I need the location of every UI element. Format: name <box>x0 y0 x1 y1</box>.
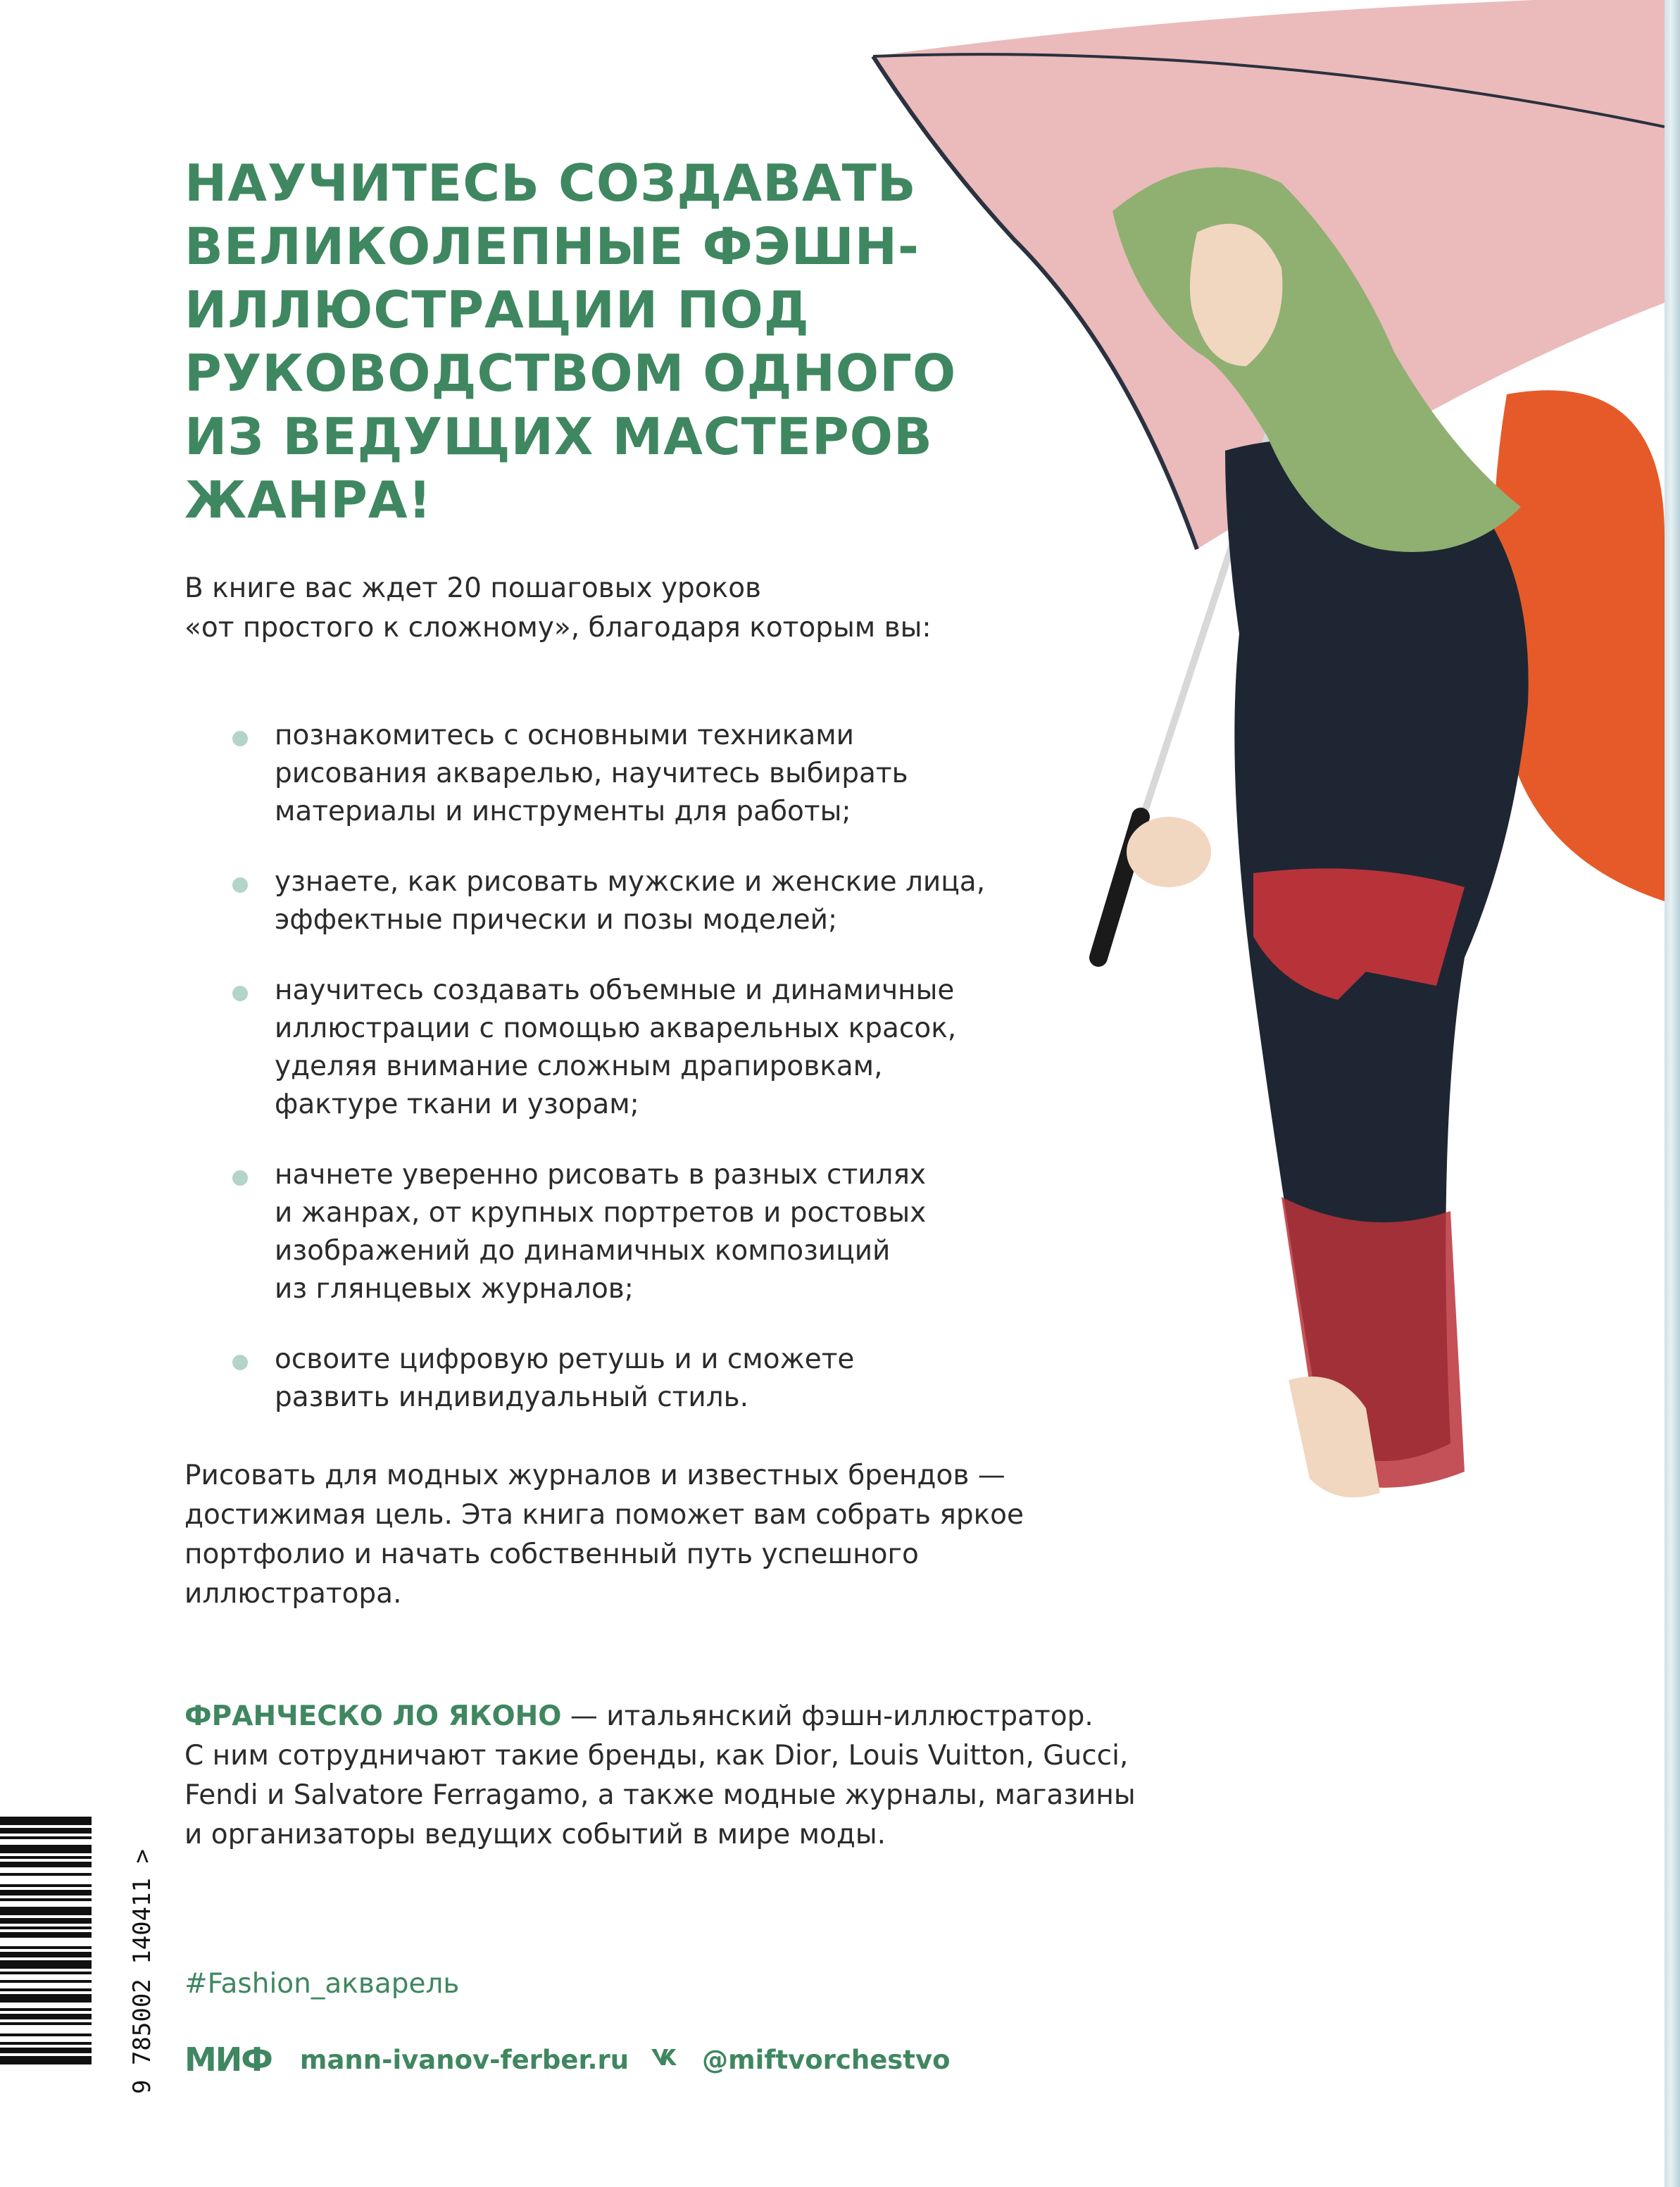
barcode-bar <box>0 1884 92 1887</box>
book-spine-edge <box>1665 0 1680 2187</box>
bullet-dot-icon <box>232 1355 248 1370</box>
barcode-bar <box>0 1856 92 1859</box>
closing-paragraph: Рисовать для модных журналов и известных брендов — достижимая цель. Эта книга поможет вам собрать яркое портфолио и начать собственный путь успешного иллюстратора. <box>184 1460 1024 1610</box>
list-item: научитесь создавать объемные и динамичные иллюстрации с помощью акварельных красок, уделяя внимание сложным драпировкам, фактуре ткани и узорам; <box>232 972 1042 1124</box>
headline-line: НАУЧИТЕСЬ СОЗДАВАТЬ <box>184 153 917 213</box>
publisher-footer <box>184 2038 951 2081</box>
barcode-bar <box>0 1980 92 1983</box>
bullet-dot-icon <box>232 731 248 746</box>
barcode-bar <box>0 1907 92 1915</box>
barcode-bar <box>0 1994 92 2003</box>
barcode-bar <box>0 1828 92 1834</box>
barcode-bar <box>0 2034 92 2036</box>
isbn-barcode <box>0 1817 92 2126</box>
social-handle[interactable]: @miftvorchestvo <box>702 2044 951 2075</box>
barcode-bar <box>0 1836 92 1839</box>
headline-line: ВЕЛИКОЛЕПНЫЕ ФЭШН- <box>184 217 920 276</box>
intro-line: «от простого к сложному», благодаря которым вы: <box>184 612 932 644</box>
vk-icon <box>650 2045 681 2074</box>
barcode-bar <box>0 2022 92 2025</box>
headline-line: ИЗ ВЕДУЩИХ МАСТЕРОВ <box>184 407 933 466</box>
barcode-bar <box>0 2048 92 2053</box>
barcode-bar <box>0 1952 92 1957</box>
intro-line: В книге вас ждет 20 пошаговых уроков <box>184 572 762 604</box>
barcode-bar <box>0 1972 92 1974</box>
barcode-bar <box>0 2008 92 2011</box>
headline-line: РУКОВОДСТВОМ ОДНОГО <box>184 344 957 403</box>
barcode-bar <box>0 1862 92 1867</box>
barcode-bar <box>0 1873 92 1876</box>
bullet-dot-icon <box>232 1170 248 1186</box>
barcode-bar <box>0 1988 92 1991</box>
barcode-bar <box>0 1845 92 1853</box>
barcode-bar <box>0 1898 92 1901</box>
bullet-dot-icon <box>232 877 248 893</box>
barcode-bar <box>0 2042 92 2045</box>
headline-line: ЖАНРА! <box>184 470 432 529</box>
barcode-bar <box>0 1926 92 1929</box>
barcode-bar <box>0 1918 92 1924</box>
list-item: узнаете, как рисовать мужские и женские лица, эффектные прически и позы моделей; <box>232 863 1042 939</box>
barcode-bar <box>0 1817 92 1825</box>
barcode-bar <box>0 1890 92 1895</box>
barcode-bar <box>0 1932 92 1938</box>
publisher-logo: МИФ <box>184 2041 272 2079</box>
list-item: познакомитесь с основными техниками рисования акварелью, научитесь выбирать материалы и инструменты для работы; <box>232 717 1042 831</box>
hand <box>1127 817 1211 887</box>
website-link[interactable]: mann-ivanov-ferber.ru <box>299 2044 629 2075</box>
isbn-number: 9 785002 140411 > <box>128 1849 156 2094</box>
fashion-watercolor-illustration <box>831 0 1665 1619</box>
author-bio: ФРАНЧЕСКО ЛО ЯКОНО — итальянский фэшн-иллюстратор. С ним сотрудничают такие бренды, как Dior, Louis Vuitton, Gucci, Fendi и Salvatore Ferragamo, а также модные журналы, магазины и организаторы ведущих событий в мире моды. <box>184 1700 1136 1850</box>
barcode-bar <box>0 2056 92 2064</box>
bullet-dot-icon <box>232 986 248 1001</box>
barcode-bar <box>0 1960 92 1969</box>
headline-line: ИЛЛЮСТРАЦИИ ПОД <box>184 280 810 339</box>
author-name: ФРАНЧЕСКО ЛО ЯКОНО <box>184 1700 562 1732</box>
barcode-bar <box>0 1946 92 1949</box>
barcode-bar <box>0 2014 92 2019</box>
list-item: освоите цифровую ретушь и и сможете развить индивидуальный стиль. <box>232 1341 1042 1417</box>
list-item: начнете уверенно рисовать в разных стилях и жанрах, от крупных портретов и ростовых изображений до динамичных композиций из глянцевых журналов; <box>232 1156 1042 1308</box>
hashtag: #Fashion_акварель <box>184 1968 460 2000</box>
